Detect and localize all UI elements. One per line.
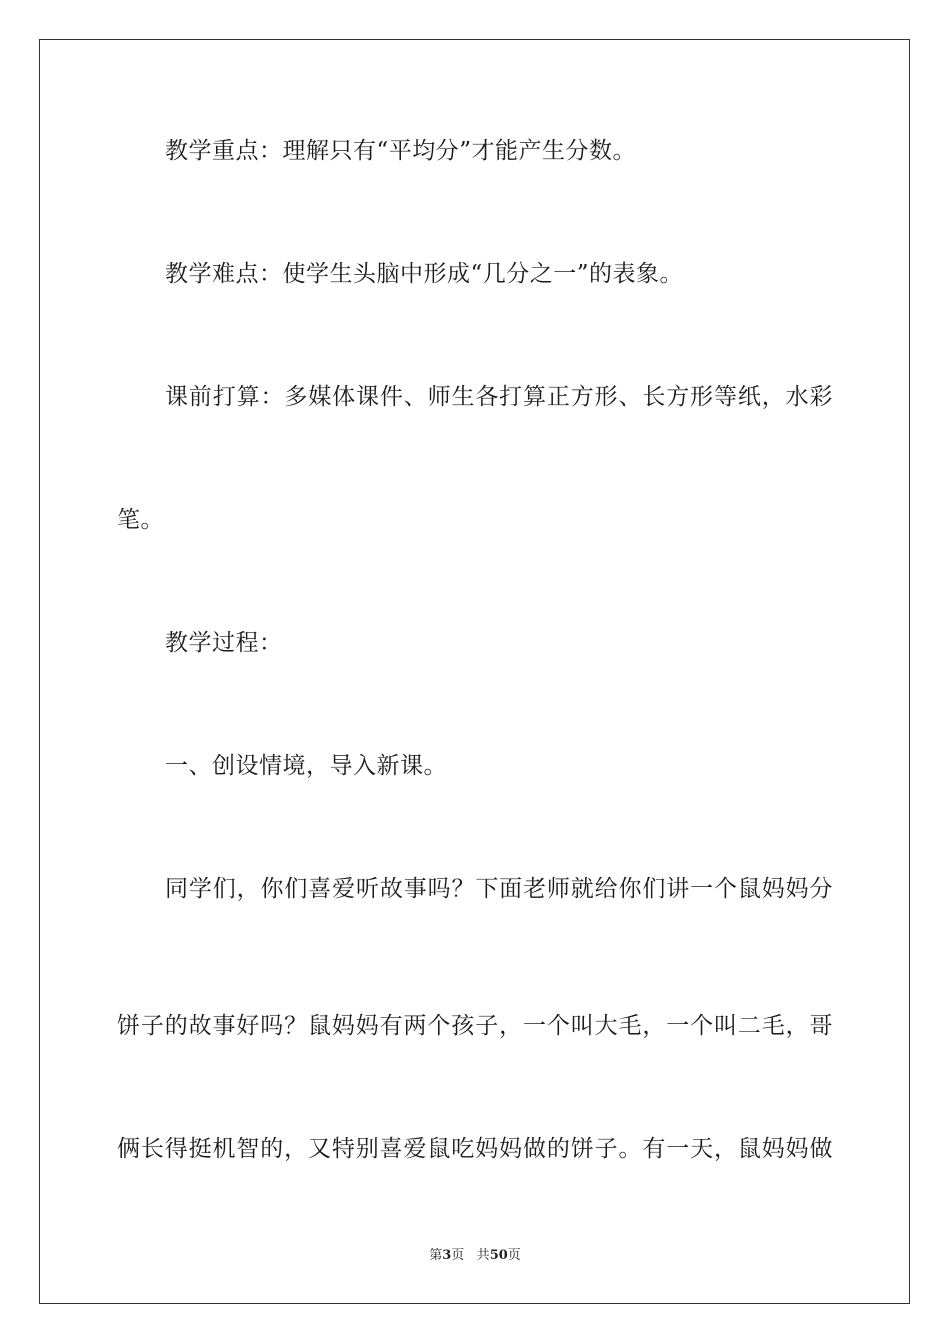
paragraph-story-line-1: 同学们，你们喜爱听故事吗？下面老师就给你们讲一个鼠妈妈分 [165, 876, 833, 902]
paragraph-story-line-2: 饼子的故事好吗？鼠妈妈有两个孩子，一个叫大毛，一个叫二毛，哥 [117, 1013, 833, 1039]
footer-page-suffix: 页 [451, 1248, 465, 1263]
page-frame [39, 39, 910, 1304]
footer-total-suffix: 页 [507, 1248, 521, 1263]
paragraph-difficulties: 教学难点：使学生头脑中形成“几分之一”的表象。 [165, 261, 684, 287]
paragraph-preparation-cont: 笔。 [117, 507, 164, 533]
footer-page-prefix: 第 [429, 1248, 443, 1263]
footer-page-total: 50 [489, 1248, 508, 1263]
paragraph-section-one: 一、创设情境，导入新课。 [165, 753, 447, 779]
paragraph-process-heading: 教学过程： [165, 630, 283, 656]
footer-page-current: 3 [442, 1248, 452, 1263]
footer-total-prefix: 共 [476, 1248, 490, 1263]
paragraph-key-points: 教学重点：理解只有“平均分”才能产生分数。 [165, 138, 637, 164]
paragraph-preparation: 课前打算：多媒体课件、师生各打算正方形、长方形等纸，水彩 [165, 384, 833, 410]
paragraph-story-line-3: 俩长得挺机智的，又特别喜爱鼠吃妈妈做的饼子。有一天，鼠妈妈做 [117, 1136, 833, 1162]
page-footer [0, 1247, 950, 1265]
